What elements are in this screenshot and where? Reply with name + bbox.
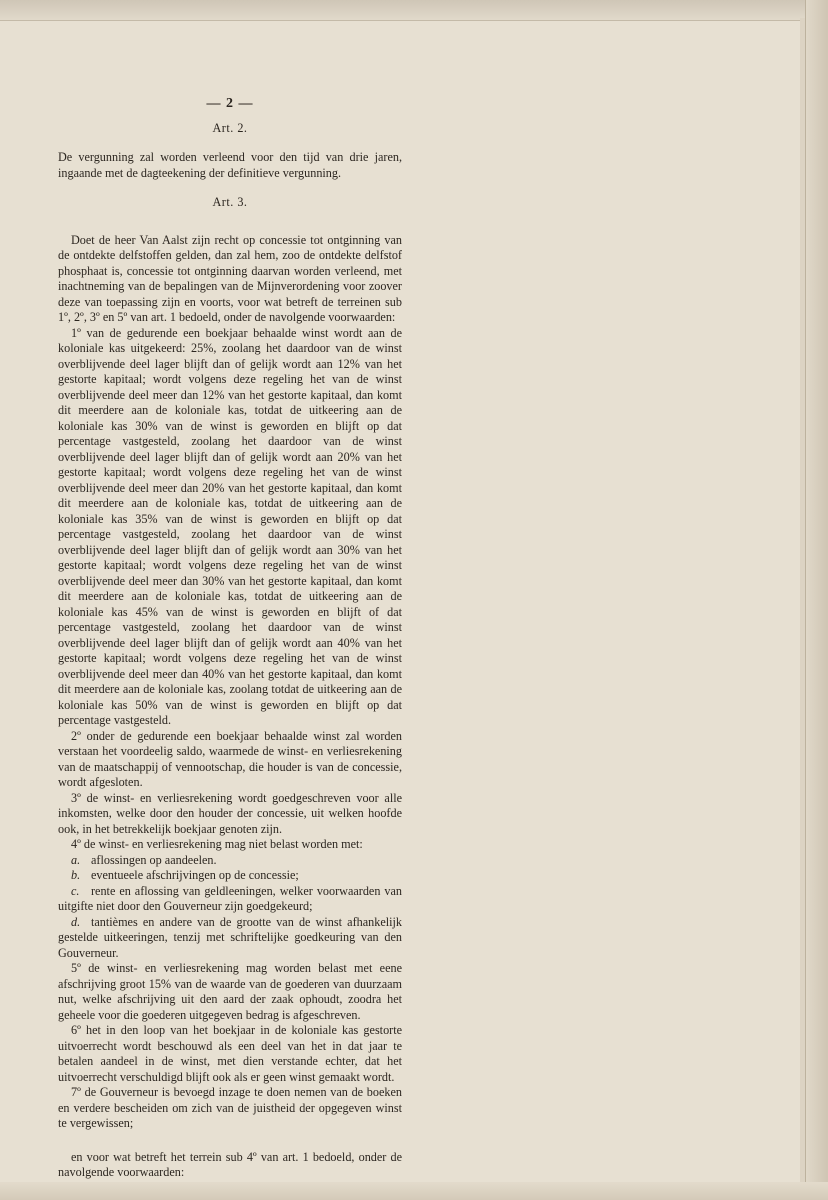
clause-text: de Gouverneur is bevoegd inzage te doen nemen van de boeken en verdere bescheiden om zich van de juistheid der opgegeven winst te vergewissen; <box>58 1085 403 1130</box>
article-3-heading: Art. 3. <box>212 195 248 209</box>
clause-7 <box>58 1085 402 1132</box>
clause-text: de winst- en verliesrekening wordt goedgeschreven voor alle inkomsten, welke door den houder der concessie, uit welken hoofde ook, in het betrekkelijk boekjaar genoten zijn. <box>58 790 403 836</box>
subclause-label: d. <box>71 914 81 929</box>
subclause-b <box>58 868 402 884</box>
subclause-label: c. <box>71 883 80 898</box>
article-2-heading: Art. 2. <box>212 120 248 135</box>
clause-text: onder de gedurende een boekjaar behaalde winst zal worden verstaan het voordeelig saldo, waarmede de winst- en verliesrekening van de maatschappij of vennootschap, die houder is van de concessie, wordt afgesloten. <box>58 728 402 789</box>
top-margin-strip <box>0 0 828 21</box>
subclause-text: aflossingen op aandeelen. <box>91 852 217 867</box>
subclause-label: b. <box>71 868 81 882</box>
clause-2 <box>58 729 402 791</box>
subclause-label: a. <box>71 852 81 867</box>
clause-5 <box>58 961 402 1023</box>
clause-number: 5º <box>71 961 81 975</box>
subclause-text: eventueele afschrijvingen op de concessie; <box>91 868 299 882</box>
page-edge-bottom <box>0 1182 828 1200</box>
clause-4 <box>58 837 402 853</box>
page-edge-right <box>805 0 828 1200</box>
clause-number: 1º <box>71 325 81 340</box>
clause-number: 2º <box>71 728 81 743</box>
clause-number: 6º <box>71 1023 81 1037</box>
clause-text: het in den loop van het boekjaar in de koloniale kas gestorte uitvoerrecht wordt beschouwd als een deel van het in dat jaar te betalen aandeel in de winst, met dien verstande echter, dat het uitvoerrecht verschuldigd blijft ook als er geen winst gemaakt wordt. <box>58 1023 403 1084</box>
clause-number: 4º <box>71 837 81 851</box>
clause-1 <box>58 326 402 729</box>
article-3-intro: Doet de heer Van Aalst zijn recht op concessie tot ontginning van de ontdekte delfstoffen gelden, dan zal hem, zoo de ontdekte delfstof phosphaat is, concessie tot ontginning daarvan worden verleend, met inachtneming van de bepalingen van de Mijnverordening voor zoover deze van toepassing zijn en voorts, voor wat betreft de terreinen sub 1º, 2º, 3º en 5º van art. 1 bedoeld, onder de navolgende voorwaarden: <box>58 232 402 324</box>
document-body <box>58 96 402 1181</box>
clause-number: 7º <box>71 1085 81 1099</box>
subclause-text: tantièmes en andere van de grootte van de winst afhankelijk gestelde uitkeeringen, tenzij met schriftelijke goedkeuring van den Gouverneur. <box>58 914 402 960</box>
clause-text: van de gedurende een boekjaar behaalde winst wordt aan de koloniale kas uitgekeerd: 25%, zoolang het daardoor van de winst overblijvende deel lager blijft dan of gelijk wordt aan 12% van het gestorte kapitaal; wordt volgens deze regeling het van de winst overblijvende deel meer dan 12% van het gestorte kapitaal, dan komt dit meerdere aan de koloniale kas, totdat de uitkeering aan de koloniale kas 30% van de winst is geworden en blijft op dat percentage vastgesteld, zoolang het daardoor van de winst overblijvende deel lager blijft dan of gelijk wordt aan 20% van het gestorte kapitaal; wordt volgens deze regeling het van de winst overblijvende deel meer dan 20% van het gestorte kapitaal, dan komt dit meerdere aan de koloniale kas, totdat de uitkeering aan de koloniale kas 35% van de winst is geworden en blijft op dat percentage vastgesteld, zoolang het daardoor van de winst overblijvende deel lager blijft dan of gelijk wordt aan 30% van het gestorte kapitaal; wordt volgens deze regeling het van de winst overblijvende deel meer dan 30% van het gestorte kapitaal, dan komt dit meerdere aan de koloniale kas, totdat de uitkeering aan de koloniale kas 45% van de winst is geworden en blijft of dat percentage vastgesteld, zoolang het daardoor van de winst overblijvende deel lager blijft dan of gelijk wordt aan 40% van het gestorte kapitaal; wordt volgens deze regeling het van de winst overblijvende deel meer dan 40% van het gestorte kapitaal, dan komt dit meerdere aan de koloniale kas, zoolang totdat de uitkeering aan de koloniale kas 50% van de winst is geworden en blijft op dat percentage vastgesteld. <box>58 325 403 727</box>
subclause-c <box>58 884 402 915</box>
clause-text: de winst- en verliesrekening mag worden belast met eene afschrijving groot 15% van de waarde van de goederen van duurzaam nut, welke afschrijving uit den aard der zaak ophoudt, zoodra het geheele voor die goederen uitgegeven bedrag is afgeschreven. <box>58 961 402 1022</box>
clause-number: 3º <box>71 790 81 805</box>
subclause-a <box>58 853 402 869</box>
subclause-d <box>58 915 402 962</box>
article-2-text: De vergunning zal worden verleend voor den tijd van drie jaren, ingaande met de dagteekening der definitieve vergunning. <box>58 150 402 180</box>
closing-paragraph: en voor wat betreft het terrein sub 4º van art. 1 bedoeld, onder de navolgende voorwaarden: <box>58 1149 402 1179</box>
clause-3 <box>58 791 402 838</box>
subclause-text: rente en aflossing van geldleeningen, welker voorwaarden van uitgifte niet door den Gouverneur zijn goedgekeurd; <box>58 883 402 913</box>
clause-6 <box>58 1023 402 1085</box>
clause-text: de winst- en verliesrekening mag niet belast worden met: <box>83 837 363 851</box>
page-number: — 2 — <box>206 96 254 111</box>
